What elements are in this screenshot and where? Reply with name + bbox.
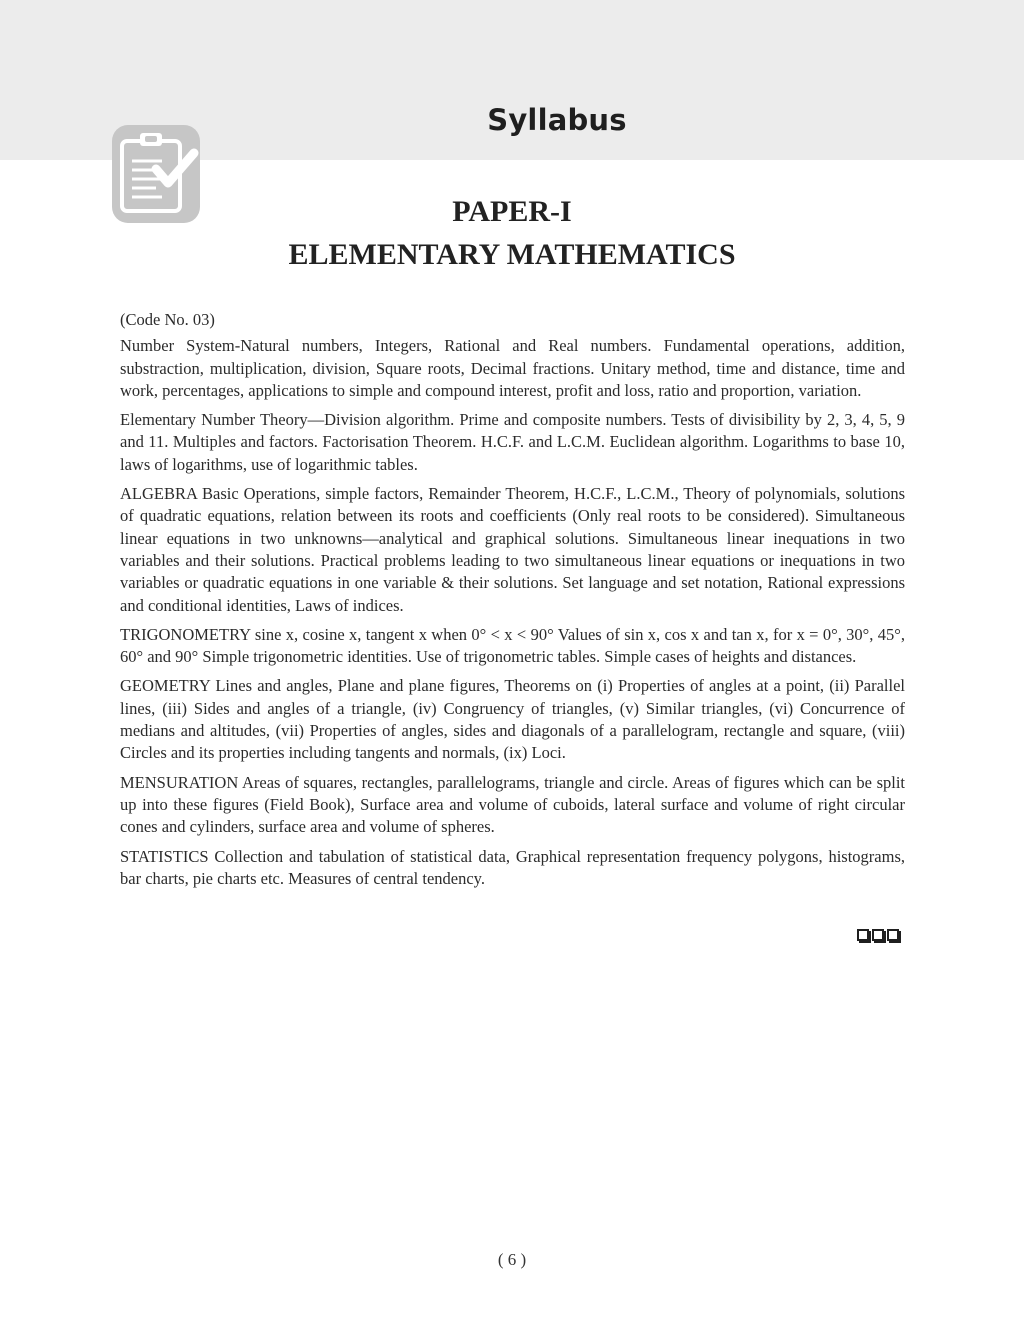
syllabus-paragraph-geometry: GEOMETRY Lines and angles, Plane and plane figures, Theorems on (i) Properties of angles at a point, (ii) Parallel lines, (iii) Sides and angles of a triangle, (iv) Congruency of triangles, (v) Similar triangles, (vi) Concurrence of medians and altitudes, (vii) Properties of angles, sides and diagonals of a parallelogram, rectangle and square, (viii) Circles and its properties including tangents and normals, (ix) Loci.: [120, 676, 905, 763]
syllabus-paragraph-trigonometry: TRIGONOMETRY sine x, cosine x, tangent x when 0° < x < 90° Values of sin x, cos x and tan x, for x = 0°, 30°, 45°, 60° and 90° Simple trigonometric identities. Use of trigonometric tables. Simple cases of heights and distances.: [120, 624, 905, 667]
section-title: Syllabus: [487, 103, 627, 137]
paper-subject: ELEMENTARY MATHEMATICS: [288, 238, 736, 271]
syllabus-paragraph-statistics: STATISTICS Collection and tabulation of statistical data, Graphical representation frequency polygons, histograms, bar charts, pie charts etc. Measures of central tendency.: [120, 846, 905, 888]
syllabus-paragraph-number-theory: Elementary Number Theory—Division algorithm. Prime and composite numbers. Tests of divisibility by 2, 3, 4, 5, 9 and 11. Multiples and factors. Factorisation Theorem. H.C.F. and L.C.M. Euclidean algorithm. Logarithms to base 10, laws of logarithms, use of logarithmic tables.: [120, 410, 905, 474]
page-number: ( 6 ): [497, 1250, 527, 1269]
square-bullet-icon: [857, 929, 869, 941]
end-of-section-marker: [857, 929, 899, 941]
paper-title: PAPER-I: [452, 195, 572, 228]
square-bullet-icon: [872, 929, 884, 941]
square-bullet-icon: [887, 929, 899, 941]
syllabus-paragraph-number-system: Number System-Natural numbers, Integers, Rational and Real numbers. Fundamental operations, addition, substraction, multiplication, division, Square roots, Decimal fractions. Unitary method, time and distance, time and work, percentages, applications to simple and compound interest, profit and loss, ratio and proportion, variation.: [120, 336, 905, 400]
syllabus-paragraph-mensuration: MENSURATION Areas of squares, rectangles, parallelograms, triangle and circle. Areas of figures which can be split up into these figures (Field Book), Surface area and volume of cuboids, lateral surface and volume of right circular cones and cylinders, surface area and volume of spheres.: [120, 772, 905, 837]
syllabus-paragraph-algebra: ALGEBRA Basic Operations, simple factors, Remainder Theorem, H.C.F., L.C.M., Theory of polynomials, solutions of quadratic equations, relation between its roots and coefficients (Only real roots to be considered). Simultaneous linear equations in two unknowns—analytical and graphical solutions. Simultaneous linear inequations in two variables and their solutions. Practical problems leading to two simultaneous linear equations or inequations in two variables or quadratic equations in one variable & their solutions. Set language and set notation, Rational expressions and conditional identities, Laws of indices.: [120, 484, 905, 615]
paper-code: (Code No. 03): [120, 310, 215, 329]
syllabus-content: [120, 309, 905, 897]
